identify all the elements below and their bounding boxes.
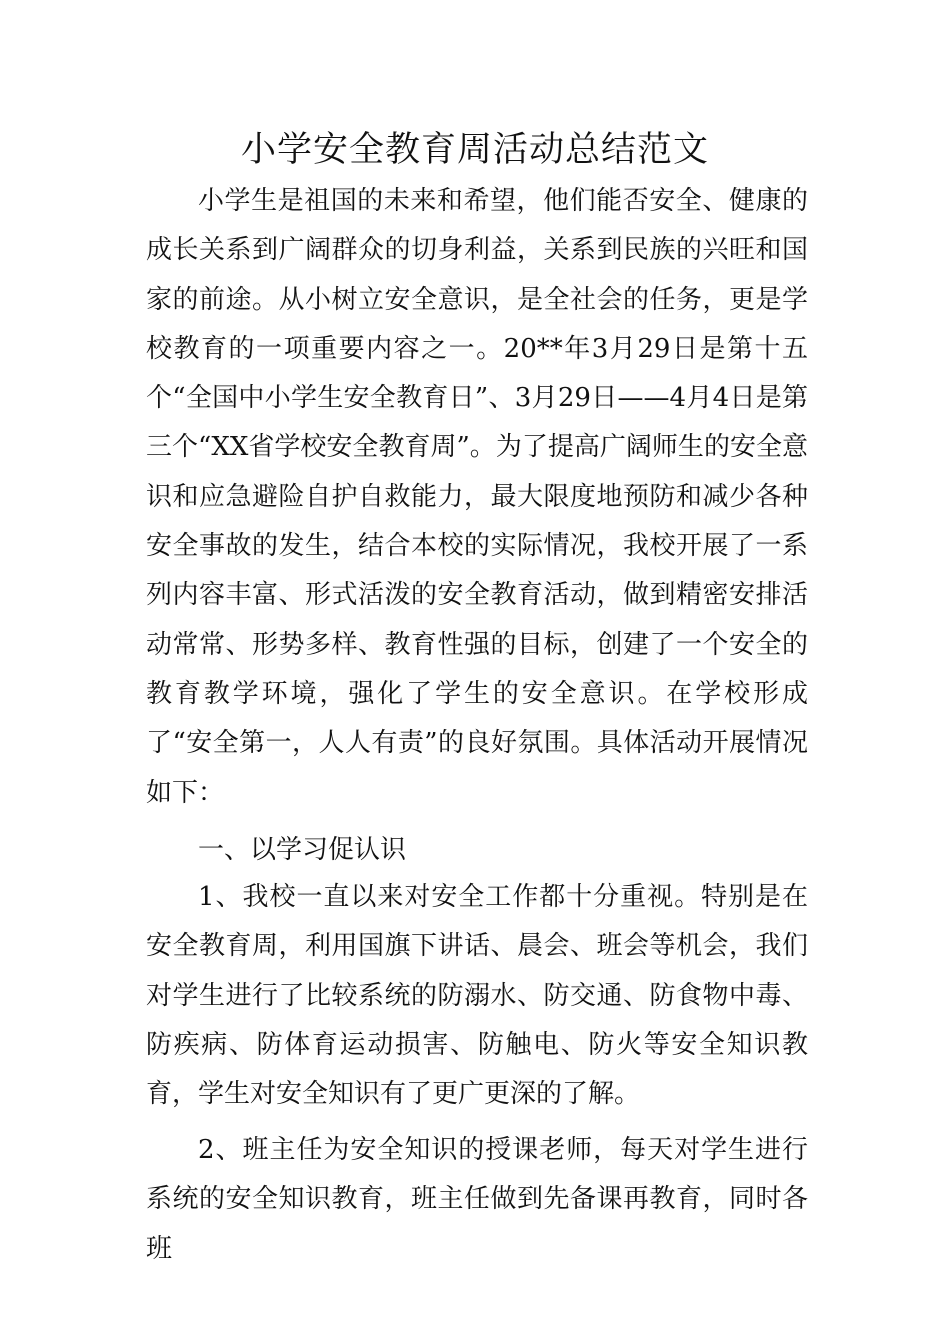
intro-text: 小学生是祖国的未来和希望，他们能否安全、健康的成长关系到广阔群众的切身利益，关系到民族的兴旺和国家的前途。从小树立安全意识，是全社会的任务，更是学校教育的一项重要内容之一。20**年3月29日是第十五个“全国中小学生安全教育日”、3月29日——4月4日是第三个“XX省学校安全教育周”。为了提高广阔师生的安全意识和应急避险自护自救能力，最大限度地预防和减少各种安全事故的发生，结合本校的实际情况，我校开展了一系列内容丰富、形式活泼的安全教育活动，做到精密安排活动常常、形势多样、教育性强的目标，创建了一个安全的教育教学环境，强化了学生的安全意识。在学校形成了“安全第一，人人有责”的良好氛围。具体活动开展情况如下：: [146, 186, 808, 808]
list-item: [146, 873, 808, 1119]
document-title: 小学安全教育周活动总结范文: [240, 130, 709, 170]
section-heading-text: 一、以学习促认识: [198, 835, 407, 865]
list-item: [146, 1126, 808, 1274]
list-item-text: 1、我校一直以来对安全工作都十分重视。特别是在安全教育周，利用国旗下讲话、晨会、班会等机会，我们对学生进行了比较系统的防溺水、防交通、防食物中毒、防疾病、防体育运动损害、防触电、防火等安全知识教育，学生对安全知识有了更广更深的了解。: [146, 882, 808, 1110]
section-heading: [146, 826, 808, 875]
list-item-text: 2、班主任为安全知识的授课老师，每天对学生进行系统的安全知识教育，班主任做到先备课再教育，同时各班: [146, 1135, 808, 1264]
intro-paragraph: [146, 177, 808, 818]
